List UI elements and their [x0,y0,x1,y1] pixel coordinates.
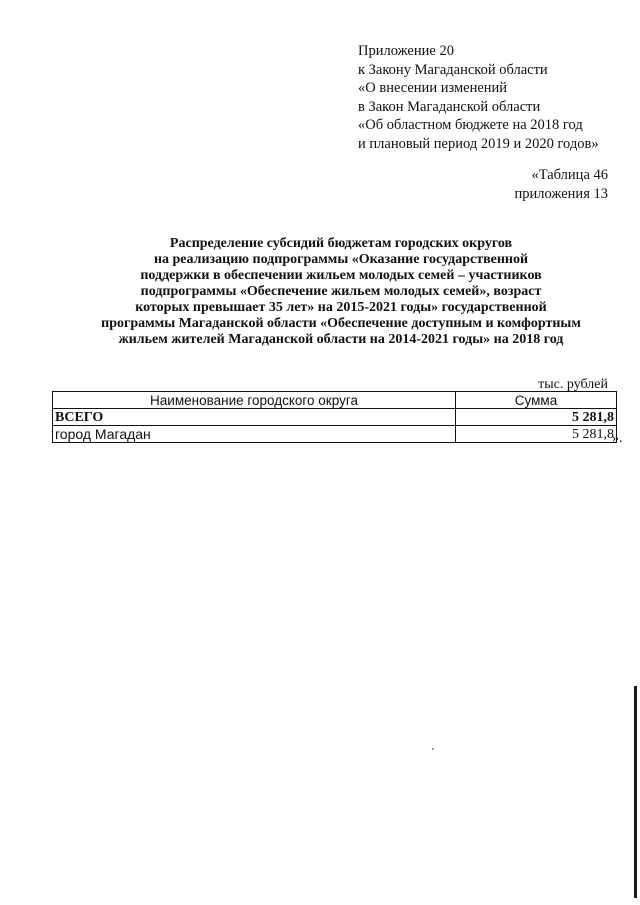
units-label: тыс. рублей [538,377,608,392]
subsidy-table [52,391,617,443]
appendix-reference: приложения 13 [514,185,608,202]
appendix-line: в Закон Магаданской области [358,98,541,115]
title-line: программы Магаданской области «Обеспечение доступным и комфортным [101,316,581,331]
title-line: которых превышает 35 лет» на 2015-2021 годы» государственной [135,300,547,315]
header-district-name: Наименование городского округа [53,392,456,409]
appendix-line: «Об областном бюджете на 2018 год [358,117,583,134]
title-line: Распределение субсидий бюджетам городских округов [169,236,513,251]
total-sum: 5 281,8 [456,409,617,426]
table-total-row [53,409,617,426]
table-reference [515,166,608,203]
header-sum: Сумма [456,392,617,409]
table-row [53,426,617,443]
scan-speck [432,748,434,750]
title-line: подпрограммы «Обеспечение жильем молодых семей», возраст [140,284,542,299]
title-line: на реализацию подпрограммы «Оказание государственной [153,252,529,267]
table-number: «Таблица 46 [531,167,608,183]
scan-edge-bar [634,686,637,898]
closing-quote-mark: ». [612,431,623,446]
district-name: город Магадан [53,426,456,443]
total-label: ВСЕГО [53,409,456,426]
table-header-row [53,392,617,409]
district-sum: 5 281,8 [456,426,617,443]
appendix-line: и плановый период 2019 и 2020 годов» [358,135,599,152]
appendix-line: Приложение 20 [358,43,454,59]
title-line: поддержки в обеспечении жильем молодых семей – участников [140,268,542,283]
document-title [60,236,622,348]
appendix-line: «О внесении изменений [358,80,508,97]
title-line: жильем жителей Магаданской области на 2014-2021 годы» на 2018 год [118,332,564,347]
appendix-line: к Закону Магаданской области [358,61,548,78]
appendix-header [358,42,599,154]
